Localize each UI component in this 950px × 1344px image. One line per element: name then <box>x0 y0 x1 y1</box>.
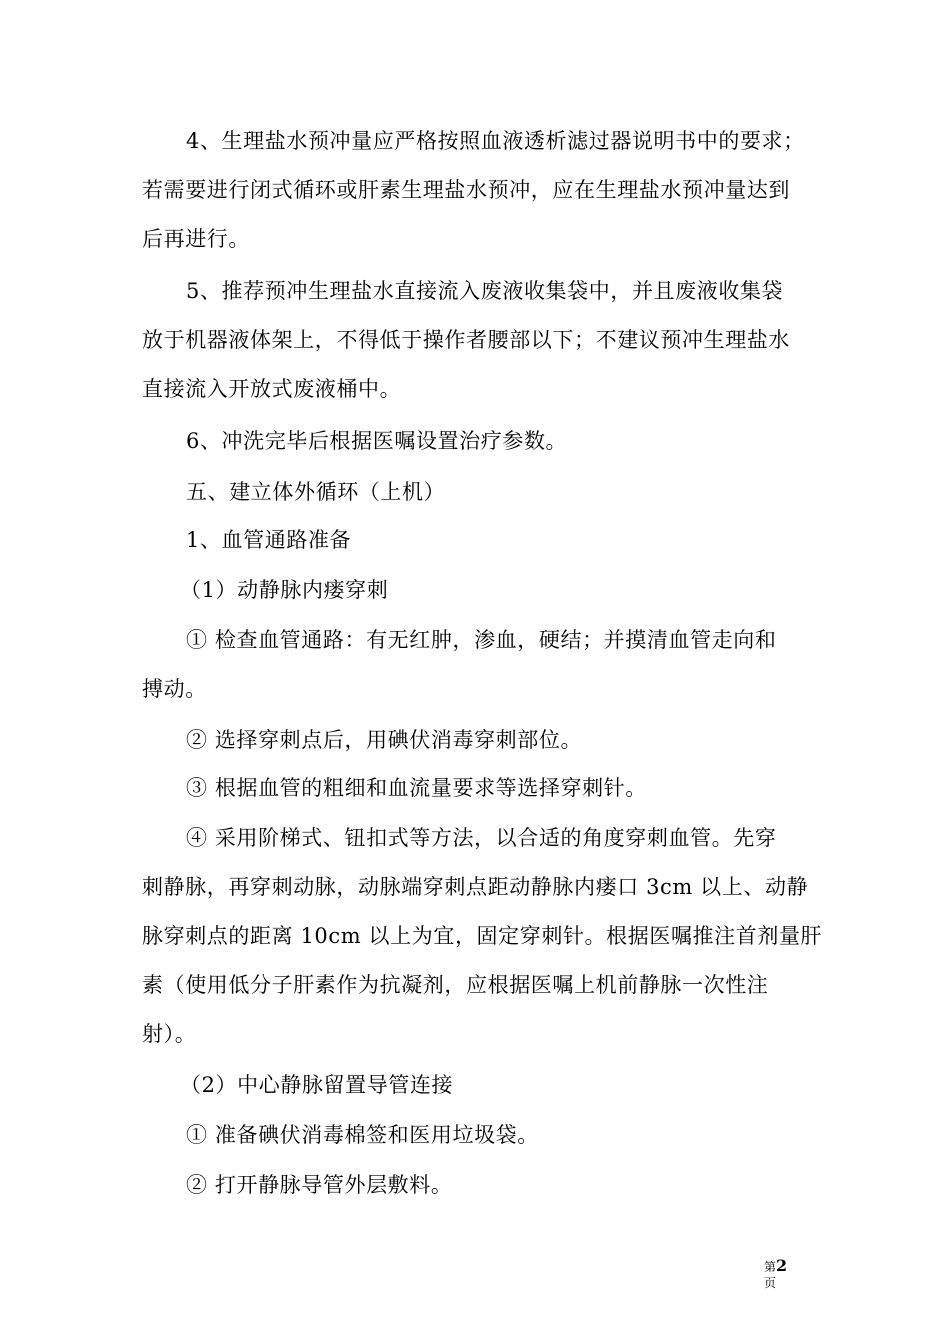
list-item: ② 打开静脉导管外层敷料。 <box>186 1173 453 1197</box>
list-item: ① 检查血管通路：有无红肿，渗血，硬结；并摸清血管走向和 <box>186 628 777 652</box>
subsection-heading: 1、血管通路准备 <box>186 528 352 552</box>
list-item: ② 选择穿刺点后，用碘伏消毒穿刺部位。 <box>186 728 583 752</box>
paragraph-line: 搏动。 <box>142 677 207 701</box>
paragraph-line: 4、生理盐水预冲量应严格按照血液透析滤过器说明书中的要求； <box>186 129 805 153</box>
paragraph-line: 放于机器液体架上，不得低于操作者腰部以下；不建议预冲生理盐水 <box>142 328 790 352</box>
subsection-heading: （1）动静脉内瘘穿刺 <box>180 578 389 602</box>
paragraph-line: 刺静脉，再穿刺动脉，动脉端穿刺点距动静脉内瘘口 3cm 以上、动静 <box>142 875 809 899</box>
page-number: 2 <box>776 1256 788 1275</box>
paragraph-line: 素（使用低分子肝素作为抗凝剂，应根据医嘱上机前静脉一次性注 <box>142 973 769 997</box>
paragraph-line: 后再进行。 <box>142 227 250 251</box>
list-item: ③ 根据血管的粗细和血流量要求等选择穿刺针。 <box>186 776 647 800</box>
paragraph-line: 直接流入开放式废液桶中。 <box>142 377 402 401</box>
paragraph-line: 脉穿刺点的距离 10cm 以上为宜，固定穿刺针。根据医嘱推注首剂量肝 <box>142 924 823 948</box>
page-prefix: 第 <box>764 1260 777 1274</box>
paragraph-line: 若需要进行闭式循环或肝素生理盐水预冲，应在生理盐水预冲量达到 <box>142 178 790 202</box>
list-item: ① 准备碘伏消毒棉签和医用垃圾袋。 <box>186 1123 539 1147</box>
page-suffix: 页 <box>764 1276 777 1290</box>
paragraph-line: 6、冲洗完毕后根据医嘱设置治疗参数。 <box>186 429 568 453</box>
paragraph-line: 射）。 <box>142 1022 197 1046</box>
list-item: ④ 采用阶梯式、钮扣式等方法，以合适的角度穿刺血管。先穿 <box>186 826 777 850</box>
paragraph-line: 5、推荐预冲生理盐水直接流入废液收集袋中，并且废液收集袋 <box>186 279 784 303</box>
section-heading: 五、建立体外循环（上机） <box>186 480 446 504</box>
subsection-heading: （2）中心静脉留置导管连接 <box>180 1073 454 1097</box>
page-number-footer <box>764 1258 804 1291</box>
